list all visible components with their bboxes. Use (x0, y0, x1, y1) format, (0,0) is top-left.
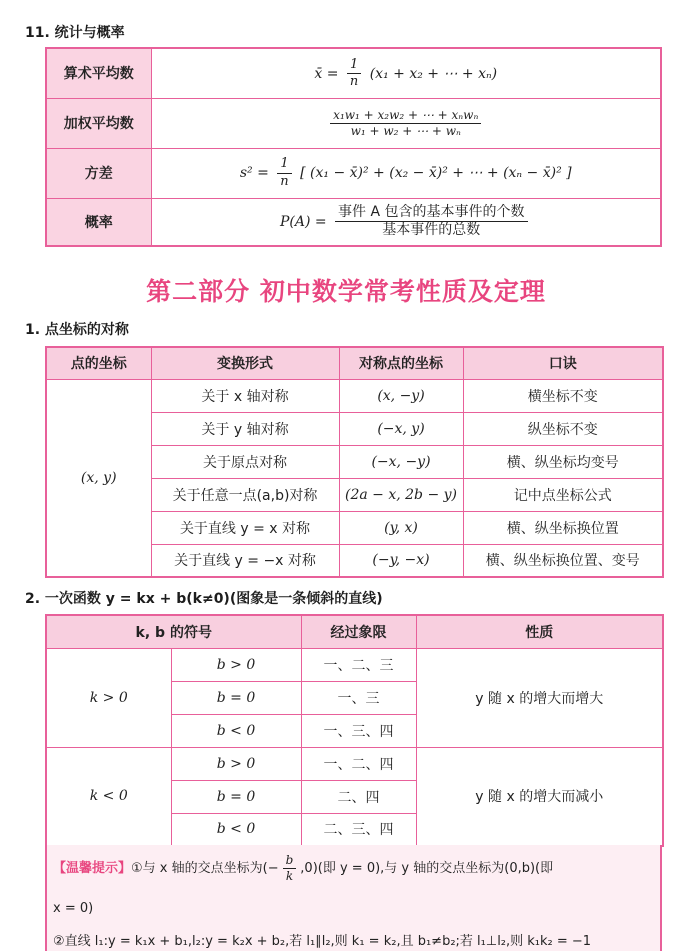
column-header: 经过象限 (301, 615, 416, 648)
formula-lhs: x̄ = (314, 65, 339, 82)
table-header-row (46, 347, 663, 379)
column-header: 性质 (416, 615, 663, 648)
mnemonic-cell: 横、纵坐标换位置 (463, 511, 663, 544)
part-title: 第二部分 初中数学常考性质及定理 (146, 277, 546, 306)
fraction (335, 204, 527, 240)
transform-cell: 关于原点对称 (151, 445, 339, 478)
table-row (46, 48, 661, 98)
quadrant-cell: 一、二、四 (301, 747, 416, 780)
coord-cell: (−x, y) (339, 412, 463, 445)
tip-text: ①与 x 轴的交点坐标为( (131, 861, 268, 876)
fraction-denominator: k (285, 869, 294, 883)
mnemonic-cell: 横坐标不变 (463, 379, 663, 412)
column-header: 口诀 (463, 347, 663, 379)
fraction-denominator: w₁ + w₂ + ⋯ + wₙ (350, 123, 461, 138)
table-row (46, 747, 663, 780)
table-row (46, 379, 663, 412)
k-sign-cell: k > 0 (46, 648, 171, 747)
coord-cell: (y, x) (339, 511, 463, 544)
fraction-numerator: 事件 A 包含的基本事件的个数 (335, 204, 527, 223)
symmetry-table (45, 346, 664, 578)
formula-cell (151, 148, 661, 198)
transform-cell: 关于任意一点(a,b)对称 (151, 478, 339, 511)
property-cell: y 随 x 的增大而增大 (416, 648, 663, 747)
fraction-numerator: 1 (347, 57, 361, 74)
mnemonic-cell: 纵坐标不变 (463, 412, 663, 445)
tip-line-1 (53, 853, 553, 884)
coord-cell: (x, −y) (339, 379, 463, 412)
table-row (46, 648, 663, 681)
mnemonic-cell: 横、纵坐标均变号 (463, 445, 663, 478)
mnemonic-cell: 记中点坐标公式 (463, 478, 663, 511)
tip-line-3: ②直线 l₁:y = k₁x + b₁,l₂:y = k₂x + b₂,若 l₁∥l₂,则 k₁ = k₂,且 b₁≠b₂;若 l₁⊥l₂,则 k₁k₂ = −1 (53, 934, 592, 949)
section-heading-linear-function: 2. 一次函数 y = kx + b(k≠0)(图象是一条倾斜的直线) (25, 591, 383, 607)
formula-rest: [ (x₁ − x̄)² + (x₂ − x̄)² + ⋯ + (xₙ − x̄)² ] (300, 165, 572, 181)
fraction (347, 57, 361, 91)
quadrant-cell: 一、三 (301, 681, 416, 714)
fraction-numerator: b (283, 853, 297, 869)
formula-lhs: P(A) = (279, 213, 327, 230)
fraction-numerator: 1 (277, 156, 291, 173)
formula-rest: (x₁ + x₂ + ⋯ + xₙ) (369, 65, 498, 82)
fraction (277, 156, 291, 190)
fraction-denominator: n (349, 73, 359, 89)
fraction-denominator: 基本事件的总数 (382, 222, 481, 239)
tip-label: 【温馨提示】 (53, 861, 132, 876)
transform-cell: 关于 x 轴对称 (151, 379, 339, 412)
b-sign-cell: b > 0 (171, 747, 301, 780)
transform-cell: 关于直线 y = x 对称 (151, 511, 339, 544)
coord-cell: (2a − x, 2b − y) (339, 478, 463, 511)
table-row (46, 198, 661, 246)
tip-box (45, 845, 662, 951)
quadrant-cell: 一、二、三 (301, 648, 416, 681)
b-sign-cell: b > 0 (171, 648, 301, 681)
table-header-row (46, 615, 663, 648)
column-header: 对称点的坐标 (339, 347, 463, 379)
b-sign-cell: b = 0 (171, 681, 301, 714)
linear-function-table (45, 614, 664, 847)
quadrant-cell: 一、三、四 (301, 714, 416, 747)
row-label: 方差 (46, 148, 151, 198)
formula-cell (151, 198, 661, 246)
section-heading-symmetry: 1. 点坐标的对称 (25, 322, 129, 338)
k-sign-cell: k < 0 (46, 747, 171, 846)
property-cell: y 随 x 的增大而减小 (416, 747, 663, 846)
formula-cell (151, 98, 661, 148)
fraction-numerator: x₁w₁ + x₂w₂ + ⋯ + xₙwₙ (330, 108, 481, 124)
section-heading-statistics: 11. 统计与概率 (25, 25, 125, 41)
point-cell: (x, y) (46, 379, 151, 577)
coord-cell: (−x, −y) (339, 445, 463, 478)
row-label: 概率 (46, 198, 151, 246)
b-sign-cell: b < 0 (171, 714, 301, 747)
statistics-table (45, 47, 662, 247)
tip-minus: − (267, 861, 279, 876)
row-label: 算术平均数 (46, 48, 151, 98)
tip-line-2: x = 0) (53, 901, 94, 916)
fraction-denominator: n (280, 173, 289, 189)
column-header: k, b 的符号 (46, 615, 301, 648)
tip-text: ,0)(即 y = 0),与 y 轴的交点坐标为(0,b)(即 (300, 861, 554, 876)
quadrant-cell: 二、三、四 (301, 813, 416, 846)
table-row (46, 148, 661, 198)
column-header: 变换形式 (151, 347, 339, 379)
fraction (283, 853, 297, 884)
fraction (330, 108, 481, 139)
transform-cell: 关于直线 y = −x 对称 (151, 544, 339, 577)
formula-cell (151, 48, 661, 98)
quadrant-cell: 二、四 (301, 780, 416, 813)
formula-lhs: s² = (239, 165, 269, 181)
b-sign-cell: b < 0 (171, 813, 301, 846)
column-header: 点的坐标 (46, 347, 151, 379)
transform-cell: 关于 y 轴对称 (151, 412, 339, 445)
table-row (46, 98, 661, 148)
coord-cell: (−y, −x) (339, 544, 463, 577)
b-sign-cell: b = 0 (171, 780, 301, 813)
row-label: 加权平均数 (46, 98, 151, 148)
mnemonic-cell: 横、纵坐标换位置、变号 (463, 544, 663, 577)
